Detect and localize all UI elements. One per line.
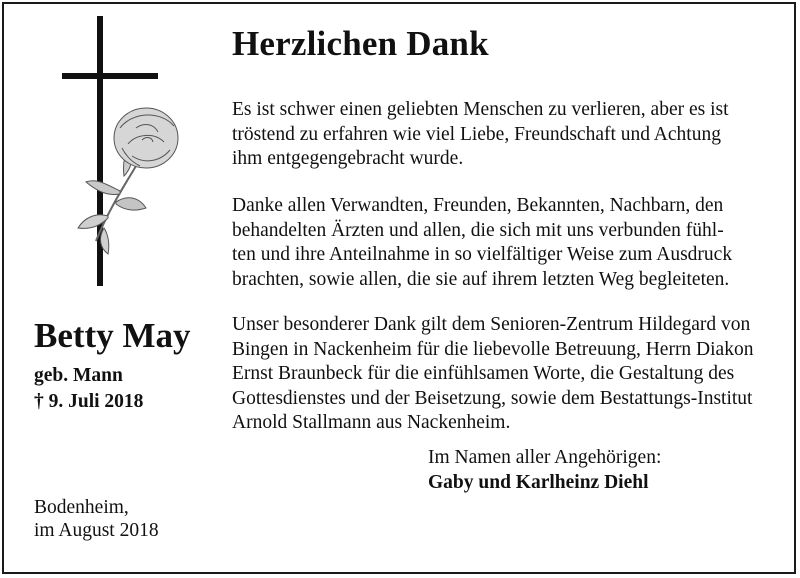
text-line: ihm entgegengebracht wurde. bbox=[232, 148, 464, 169]
text-line: brachten, sowie allen, die sie auf ihrem letzten Weg begleiteten. bbox=[232, 268, 730, 290]
text-line: Unser besonderer Dank gilt dem Senioren-Zentrum Hildegard von bbox=[232, 314, 751, 335]
death-date: † 9. Juli 2018 bbox=[34, 391, 144, 412]
text-line: behandelten Ärzten und allen, die sich mit uns verbunden fühl- bbox=[232, 219, 724, 241]
text-line: Arnold Stallmann aus Nackenheim. bbox=[232, 412, 511, 433]
text-line: Bingen in Nackenheim für die liebevolle Betreuung, Herrn Diakon bbox=[232, 338, 754, 360]
date-line: im August 2018 bbox=[34, 520, 159, 541]
notice-heading: Herzlichen Dank bbox=[232, 24, 489, 63]
cross-rose-emblem bbox=[36, 16, 186, 288]
text-line: Gottesdienstes und der Beisetzung, sowie dem Bestattungs-Institut bbox=[232, 387, 753, 409]
paragraph-condolence bbox=[232, 98, 772, 172]
text-line: ten und ihre Anteilnahme in so vielfältiger Weise zum Ausdruck bbox=[232, 244, 733, 265]
text-line: Danke allen Verwandten, Freunden, Bekannten, Nachbarn, den bbox=[232, 195, 724, 216]
paragraph-special-thanks bbox=[232, 313, 772, 436]
paragraph-thanks bbox=[232, 194, 772, 292]
signature-block bbox=[428, 446, 661, 495]
deceased-name: Betty May bbox=[34, 316, 191, 355]
place-date bbox=[34, 496, 159, 542]
place-line: Bodenheim, bbox=[34, 497, 129, 518]
text-line: Es ist schwer einen geliebten Menschen zu verlieren, aber es ist bbox=[232, 99, 729, 120]
signature-names: Gaby und Karlheinz Diehl bbox=[428, 471, 649, 493]
signature-intro: Im Namen aller Angehörigen: bbox=[428, 447, 662, 468]
rose-icon bbox=[78, 108, 178, 254]
text-line: tröstend zu erfahren wie viel Liebe, Freundschaft und Achtung bbox=[232, 123, 721, 145]
text-line: Ernst Braunbeck für die einfühlsamen Worte, die Gestaltung des bbox=[232, 363, 735, 384]
maiden-name: geb. Mann bbox=[34, 365, 123, 386]
